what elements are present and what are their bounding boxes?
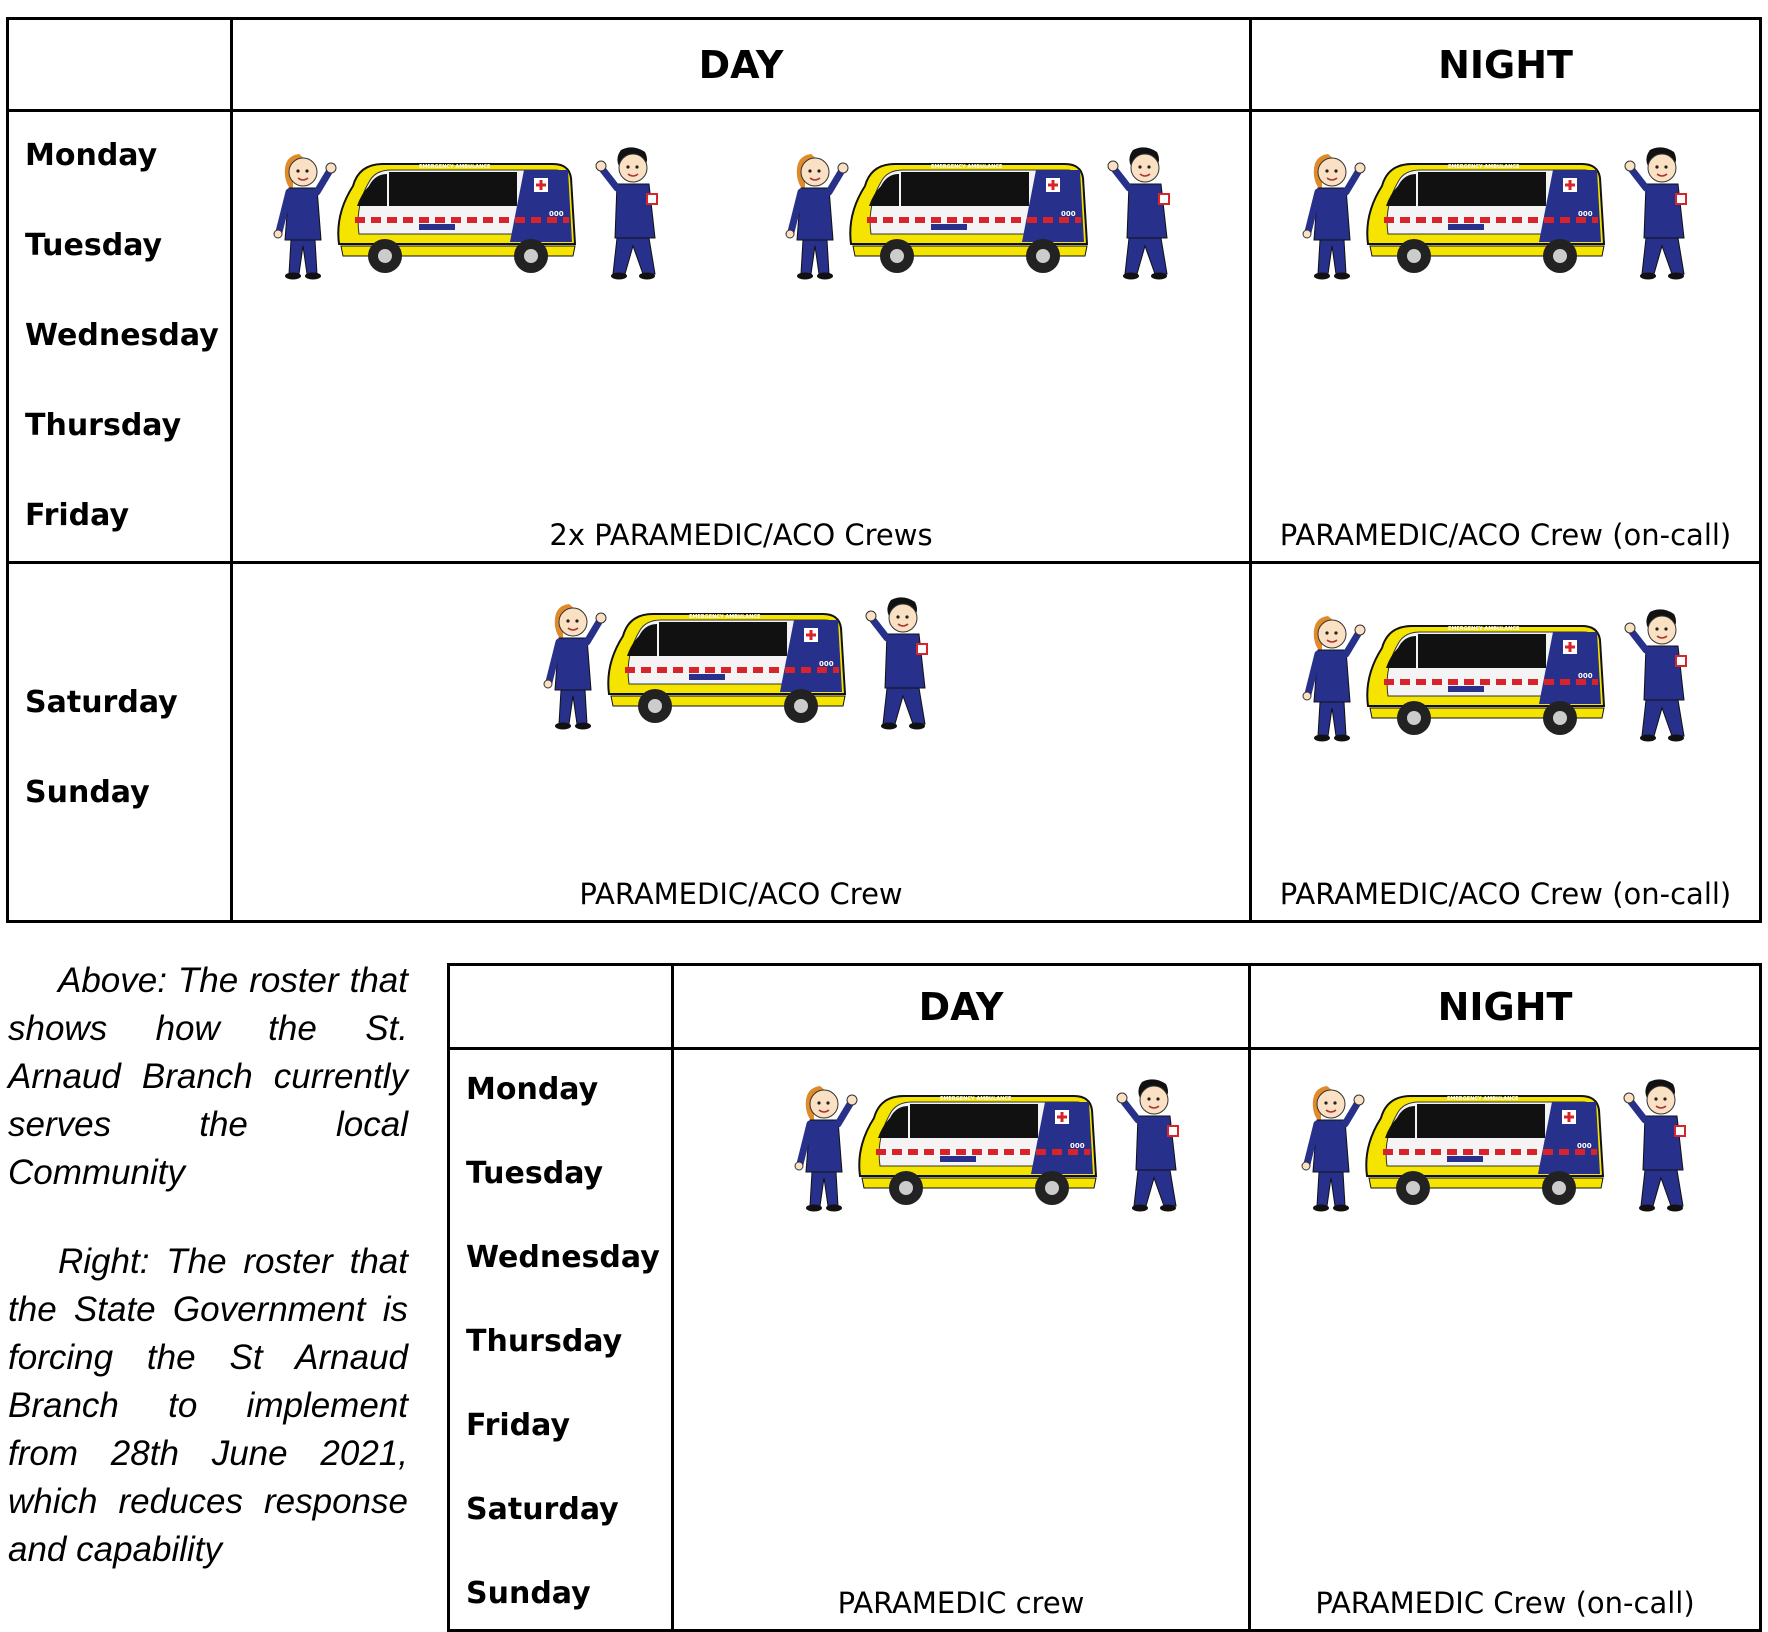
weekday-labels [9, 112, 230, 561]
crew-label: PARAMEDIC crew [837, 1586, 1085, 1620]
current-roster-table [6, 17, 1762, 923]
caption-right-text: Right: The roster that the State Government is forcing the St Arnaud Branch to implement from 28th June 2021, which reduces response and capability [8, 1242, 408, 1569]
weekend-labels [9, 564, 230, 920]
day-label-sunday: Sunday [25, 775, 150, 810]
ambulance-with-paramedics-icon [781, 142, 1197, 282]
crew-label: PARAMEDIC/ACO Crew (on-call) [1279, 877, 1732, 911]
weekday-night-cell [1252, 112, 1759, 561]
crew-label: 2x PARAMEDIC/ACO Crews [549, 518, 933, 552]
caption-right [8, 1238, 408, 1574]
weekend-night-cell [1252, 564, 1759, 920]
caption-above-text: Above: The roster that shows how the St. Arnaud Branch currently serves the local Community [8, 961, 408, 1192]
day-label-tuesday: Tuesday [466, 1156, 604, 1191]
day-label-thursday: Thursday [466, 1324, 623, 1359]
day-label-monday: Monday [466, 1072, 599, 1107]
ambulance-with-paramedics-icon [790, 1074, 1206, 1214]
day-label-thursday: Thursday [25, 408, 182, 443]
day-label-sunday: Sunday [466, 1576, 591, 1611]
day-label-monday: Monday [25, 138, 158, 173]
ambulance-with-paramedics-icon [1297, 1074, 1713, 1214]
ambulance-with-paramedics-icon [1298, 142, 1714, 282]
day-cell [674, 1050, 1248, 1629]
ambulance-with-paramedics-icon [539, 592, 955, 732]
crew-label: PARAMEDIC/ACO Crew [579, 877, 903, 911]
day-label-friday: Friday [25, 498, 130, 533]
day-labels [450, 1050, 671, 1629]
night-cell [1251, 1050, 1759, 1629]
night-header: NIGHT [1437, 984, 1573, 1029]
day-label-wednesday: Wednesday [466, 1240, 660, 1275]
crew-label: PARAMEDIC/ACO Crew (on-call) [1279, 518, 1732, 552]
caption-above [8, 957, 408, 1197]
day-label-tuesday: Tuesday [25, 228, 163, 263]
crew-label: PARAMEDIC Crew (on-call) [1315, 1586, 1695, 1620]
ambulance-with-paramedics-icon [1298, 604, 1714, 744]
day-label-wednesday: Wednesday [25, 318, 219, 353]
proposed-roster-table [447, 963, 1762, 1632]
day-header: DAY [698, 42, 784, 87]
weekday-day-cell [233, 112, 1249, 561]
ambulance-with-paramedics-icon [269, 142, 685, 282]
day-label-saturday: Saturday [25, 685, 178, 720]
day-header: DAY [918, 984, 1004, 1029]
day-label-saturday: Saturday [466, 1492, 619, 1527]
night-header: NIGHT [1438, 42, 1573, 87]
weekend-day-cell [233, 564, 1249, 920]
day-label-friday: Friday [466, 1408, 571, 1443]
